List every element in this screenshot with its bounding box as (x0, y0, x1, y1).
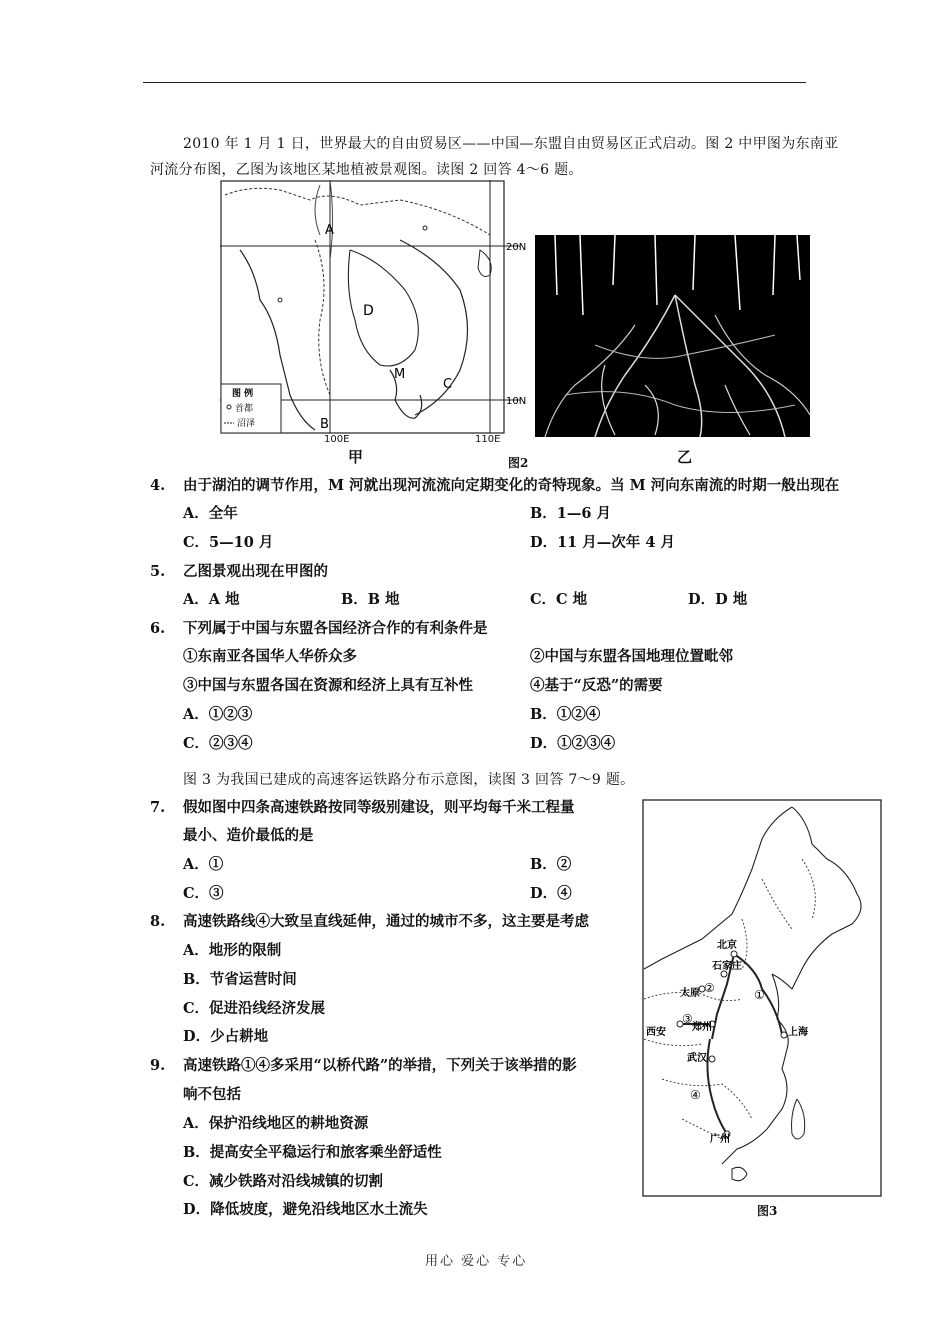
q8-option-d[interactable]: D．少占耕地 (183, 1028, 269, 1045)
rail-line-1-label: ① (754, 988, 765, 1002)
figure2-caption: 图2 (508, 456, 529, 470)
q4-option-a[interactable]: A．全年 (183, 505, 238, 522)
q8-stem: 高速铁路线④大致呈直线延伸，通过的城市不多，这主要是考虑 (183, 913, 589, 930)
q5-number: 5. (150, 563, 166, 580)
figure2-left-label: 甲 (348, 448, 364, 466)
q6-statement-3: ③中国与东盟各国在资源和经济上具有互补性 (183, 677, 473, 694)
q5-option-d[interactable]: D．D 地 (688, 591, 748, 608)
q5-option-b[interactable]: B．B 地 (341, 591, 400, 608)
map-label-b: B (320, 417, 329, 432)
map-label-lat10: 10N (506, 396, 527, 407)
map-label-lon110: 110E (475, 434, 501, 445)
q9-option-b[interactable]: B．提高安全平稳运行和旅客乘坐舒适性 (183, 1144, 442, 1161)
q8-option-b[interactable]: B．节省运营时间 (183, 971, 297, 988)
q6-statement-2: ②中国与东盟各国地理位置毗邻 (530, 648, 733, 665)
figure3-caption: 图3 (757, 1204, 778, 1218)
city-xian: 西安 (646, 1027, 666, 1038)
q7-option-d[interactable]: D．④ (530, 885, 572, 902)
city-shanghai: 上海 (788, 1027, 808, 1038)
intro-line-1: 2010 年 1 月 1 日，世界最大的自由贸易区——中国—东盟自由贸易区正式启动。图 2 中甲图为东南亚 (183, 136, 839, 152)
figure2-map-southeast-asia (220, 180, 527, 435)
q7-option-c[interactable]: C．③ (183, 885, 224, 902)
q4-option-d[interactable]: D．11 月—次年 4 月 (530, 534, 675, 551)
legend-title: 图 例 (232, 389, 254, 399)
q4-option-b[interactable]: B．1—6 月 (530, 505, 611, 522)
q7-option-b[interactable]: B．② (530, 856, 572, 873)
q6-stem: 下列属于中国与东盟各国经济合作的有利条件是 (183, 620, 488, 637)
map-label-d: D (363, 303, 374, 319)
q6-statement-1: ①东南亚各国华人华侨众多 (183, 648, 357, 665)
q9-option-d[interactable]: D．降低坡度，避免沿线地区水土流失 (183, 1201, 428, 1218)
q9-number: 9. (150, 1057, 166, 1074)
city-shijiazhuang: 石家庄 (712, 961, 742, 972)
q9-stem-line-1: 高速铁路①④多采用“以桥代路”的举措，下列关于该举措的影 (183, 1057, 577, 1074)
q7-stem-line-2: 最小、造价最低的是 (183, 827, 314, 844)
q6-number: 6. (150, 620, 166, 637)
city-taiyuan: 太原 (680, 988, 700, 999)
map-label-lat20: 20N (506, 242, 527, 253)
q7-option-a[interactable]: A．① (183, 856, 224, 873)
city-wuhan: 武汉 (687, 1053, 707, 1064)
city-guangzhou: 广州 (710, 1134, 730, 1145)
intro-line-2: 河流分布图，乙图为该地区某地植被景观图。读图 2 回答 4～6 题。 (150, 162, 583, 178)
q4-option-c[interactable]: C．5—10 月 (183, 534, 274, 551)
q5-option-a[interactable]: A．A 地 (183, 591, 240, 608)
q5-option-c[interactable]: C．C 地 (530, 591, 588, 608)
rail-line-4-label: ④ (690, 1088, 701, 1102)
rail-line-2-label: ② (704, 981, 715, 995)
q8-option-a[interactable]: A．地形的限制 (183, 942, 282, 959)
q4-number: 4. (150, 477, 166, 494)
q9-stem-line-2: 响不包括 (183, 1086, 241, 1103)
q8-option-c[interactable]: C．促进沿线经济发展 (183, 1000, 326, 1017)
q9-option-a[interactable]: A．保护沿线地区的耕地资源 (183, 1115, 369, 1132)
rail-line-3-label: ③ (682, 1012, 693, 1026)
map-label-a: A (325, 223, 334, 238)
q4-stem: 由于湖泊的调节作用，M 河就出现河流流向定期变化的奇特现象。当 M 河向东南流的时期一般出现在 (183, 477, 840, 494)
map-label-m: M (394, 367, 406, 382)
city-zhengzhou: 郑州 (692, 1022, 712, 1033)
map-label-lon100: 100E (324, 434, 350, 445)
legend-swamp: 沼泽 (237, 419, 256, 429)
header-rule (143, 82, 806, 83)
q7-stem-line-1: 假如图中四条高速铁路按同等级别建设，则平均每千米工程量 (183, 799, 575, 816)
q5-stem: 乙图景观出现在甲图的 (183, 563, 328, 580)
figure2-vegetation-photo (535, 235, 810, 437)
intro-figure3: 图 3 为我国已建成的高速客运铁路分布示意图，读图 3 回答 7～9 题。 (183, 772, 635, 788)
q6-option-c[interactable]: C．②③④ (183, 735, 253, 752)
q6-option-b[interactable]: B．①②④ (530, 706, 601, 723)
city-beijing: 北京 (717, 940, 737, 951)
legend-capital: 首都 (235, 404, 254, 414)
q6-option-d[interactable]: D．①②③④ (530, 735, 616, 752)
q8-number: 8. (150, 913, 166, 930)
map-label-c: C (443, 377, 453, 392)
q9-option-c[interactable]: C．减少铁路对沿线城镇的切割 (183, 1173, 384, 1190)
q6-statement-4: ④基于“反恐”的需要 (530, 677, 663, 694)
figure2-right-label: 乙 (677, 448, 693, 466)
q6-option-a[interactable]: A．①②③ (183, 706, 253, 723)
q7-number: 7. (150, 799, 166, 816)
figure3-map-china-railways (642, 799, 882, 1197)
page-footer: 用心 爱心 专心 (425, 1254, 528, 1269)
